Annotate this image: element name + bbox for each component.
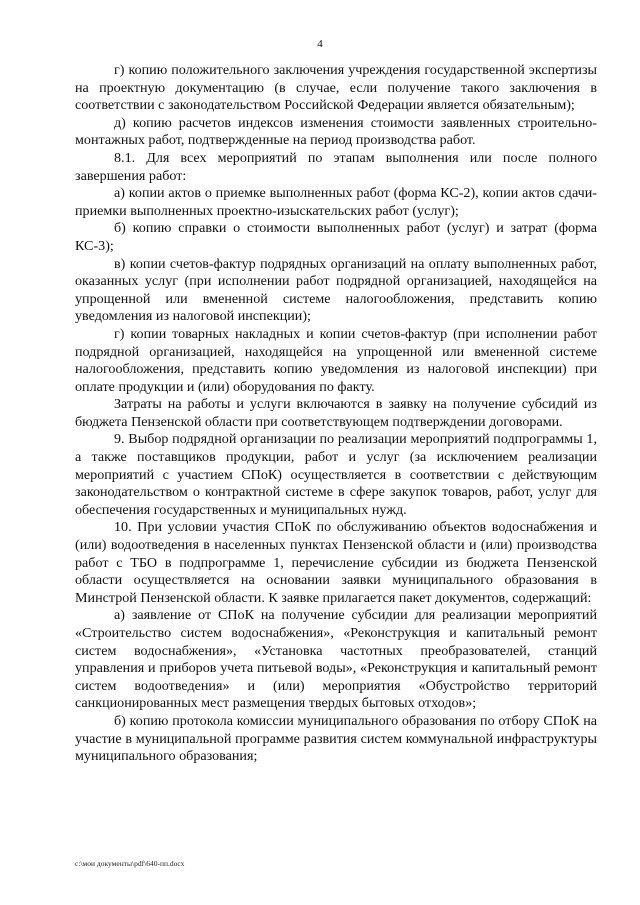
paragraph-b-ks3: б) копию справки о стоимости выполненных работ (услуг) и затрат (форма КС-3);: [75, 220, 597, 254]
paragraph-v-invoices: в) копии счетов-фактур подрядных организаций на оплату выполненных работ, оказанных услуг (при исполнении работ подрядной организацией, находящейся на упрощенной или вмененной системе налогообложения, представить копию уведомления из налоговой инспекции);: [75, 255, 597, 325]
paragraph-g-expertise: г) копию положительного заключения учреждения государственной экспертизы на проектную документацию (в случае, если получение такого заключения в соответствии с законодательством Российской Федерации является обязательным);: [75, 62, 597, 114]
paragraph-b-protocol: б) копию протокола комиссии муниципального образования по отбору СПоК на участие в муниципальной программе развития систем коммунальной инфраструктуры муниципального образования;: [75, 712, 597, 765]
paragraph-9: 9. Выбор подрядной организации по реализации мероприятий подпрограммы 1, а также поставщиков продукции, работ и услуг (за исключением реализации мероприятий с участием СПоК) осуществляется в соответствии с действующим законодательством о контрактной системе в сфере закупок товаров, работ, услуг для обеспечения государственных и муниципальных нужд.: [75, 431, 597, 518]
paragraph-8-1: 8.1. Для всех мероприятий по этапам выполнения или после полного завершения работ:: [75, 149, 597, 184]
paragraph-a-acts: а) копии актов о приемке выполненных работ (форма КС-2), копии актов сдачи-приемки выполненных проектно-изыскательских работ (услуг);: [75, 185, 597, 219]
paragraph-a-application: а) заявление от СПоК на получение субсидии для реализации мероприятий «Строительство систем водоснабжения», «Реконструкция и капитальный ремонт систем водоснабжения», «Установка частотных преобразователей, станций управления и приборов учета питьевой воды», «Реконструкция и капитальный ремонт систем водоотведения» и (или) мероприятия «Обустройство территорий санкционированных мест размещения твердых бытовых отходов»;: [75, 607, 597, 712]
paragraph-10: 10. При условии участия СПоК по обслуживанию объектов водоснабжения и (или) водоотведения в населенных пунктах Пензенской области и (или) производства работ с ТБО в подпрограмме 1, перечисление субсидии из бюджета Пензенской области осуществляется на основании заявки муниципального образования в Минстрой Пензенской области. К заявке прилагается пакет документов, содержащий:: [75, 519, 597, 606]
paragraph-g-waybills: г) копии товарных накладных и копии счетов-фактур (при исполнении работ подрядной организацией, находящейся на упрощенной или вмененной системе налогообложения, представить копию уведомления из налоговой инспекции) при оплате продукции и (или) оборудования по факту.: [75, 325, 597, 395]
paragraph-costs: Затраты на работы и услуги включаются в заявку на получение субсидий из бюджета Пензенской области при соответствующем подтверждении договорами.: [75, 396, 597, 430]
page-number: 4: [317, 38, 323, 50]
document-body: [75, 62, 597, 766]
footer-file-path: c:\мои документы\pdf\640-пп.docx: [75, 859, 185, 868]
paragraph-d-indexes: д) копию расчетов индексов изменения стоимости заявленных строительно-монтажных работ, подтвержденные на период производства работ.: [75, 114, 597, 149]
